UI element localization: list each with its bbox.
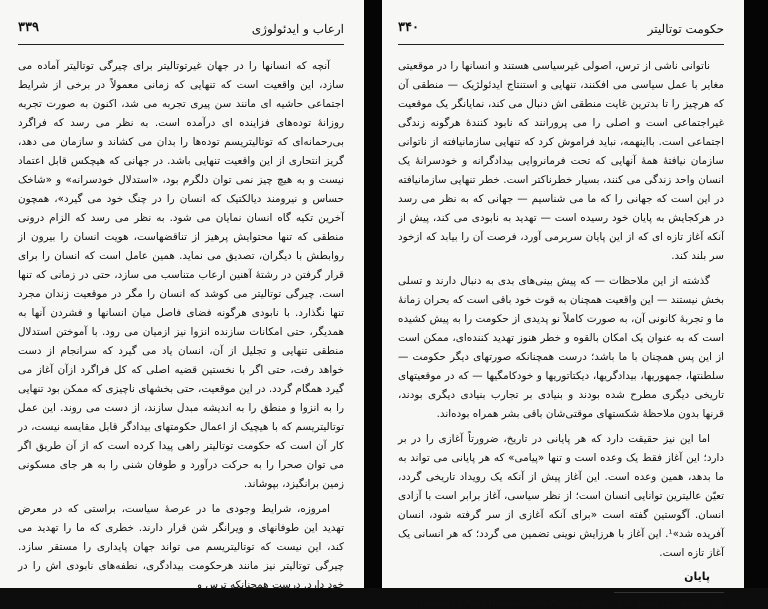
book-gutter	[364, 0, 382, 588]
footnote-divider	[614, 592, 724, 593]
right-edge-background	[744, 0, 768, 588]
right-paragraph-3: اما این نیز حقیقت دارد که هر پایانی در تاریخ، ضرورتاً آغازی را در بر دارد؛ این آغاز فقط یک وعده است و تنها «پیامی» که هر پایانی می تواند به ما بدهد، همین وعده است. این آغاز پیش از آنکه یک رویداد تاریخی گردد، تعیّن عالیترین توانایی انسان است؛ از نظر سیاسی، آغاز برابر است با آزادی انسان. آگوستین گفته است «برای آنکه آغازی از سر گرفته شود، انسان آفریده شد»¹. این آغاز با هرزایش نوینی تضمین می گردد؛ که هر انسانی یک آغاز تازه است.	[398, 433, 725, 559]
left-page-number: ۳۳۹	[18, 20, 39, 35]
left-body-text	[18, 57, 344, 595]
right-page-header	[398, 14, 724, 45]
left-page-header	[18, 14, 344, 45]
footnote: 1- Initium Ut Esset Homo Creatus Est, De Civitate, Die, Book 12, Chapter 20.	[409, 599, 724, 608]
right-paragraph-2: گذشته از این ملاحظات — که پیش بینی‌های بدی به دنبال دارند و تسلی بخش نیستند — این واقعیت همچنان به قوت خود باقی است که بحران زمانهٔ ما و تجربهٔ کانونی آن، به صورت کاملاً نو پدیدی از حکومت را به پیش کشیده است که به عنوان یک امکان بالقوه و خطر هنوز تهدید کننده‌ای، ممکن است از این پس همچنان با ما باشد؛ درست همچنانکه صورتهای دیگر حکومت — سلطنتها، جمهوریها، بیدادگریها، دیکتاتوریها و خودکامگیها — که در موقعیتهای تاریخی دیگری مطرح شده بودند و بنیادی بر تجارب بنیادی دیگری بودند، قرنها بدون ملاحظهٔ شکستهای موقتی‌شان باقی بشر همراه بوده‌اند.	[398, 275, 724, 420]
right-running-title: حکومت توتالیتر	[647, 22, 724, 36]
left-page	[0, 0, 364, 591]
left-running-title: ارعاب و ایدئولوژی	[251, 22, 344, 36]
end-marker: پایان	[684, 570, 710, 583]
right-body-text	[398, 57, 724, 609]
left-paragraph-1: آنچه که انسانها را در جهان غیرتوتالیتر برای چیرگی توتالیتر آماده می سازد، این واقعیت است که تنهایی که زمانی معمولاً در برخی از شرایط اجتماعی حاشیه ای مانند سن پیری تجربه می شد، اکنون به صورت تجربه روزانهٔ توده‌های فزاینده ای درآمده است. به نظر می رسد که فراگرد بی‌رحمانه‌ای که توتالیتریسم توده‌ها را بدان می کشاند و سازمان می دهد، گریز انتحاری از این واقعیت تنهایی باشد. در جهانی که هیچکس قابل اعتماد نیست و به هیچ چیز نمی توان دلگرم بود، «استدلال خودسرانه» و «شاخک حساس و نیرومند دیالکتیک که انسان را در چنگ خود می گیرد»، همچون آخرین تکیه گاه انسان نمایان می شود. به نظر می رسد که الزام درونی منطقی که تنها محتوایش پرهیز از تناقضهاست، هویت انسان را بیرون از روابطش با دیگران، تصدیق می نماید. همین عامل است که انسان را برای قرار گرفتن در رشتهٔ آهنین ارعاب متناسب می سازد، حتی در زمانی که تنها است. چیرگی توتالیتر می کوشد که انسان را مگر در موقعیت زندان مجرد تنها نگذارد. با نابودی هرگونه فضای فاصل میان انسانها و فشردن آنها به همدیگر، حتی امکانات سازنده انزوا نیز ازمیان می رود. با آموختن استدلال منطقی تنهایی و تجلیل از آن، انسان یاد می گیرد که سرانجام از دست خواهد رفت، حتی اگر با نخستین قضیه اصلی که کل فراگرد ازآن آغاز می گیرد همگام گردد. در این موقعیت، حتی بخشهای ناچیزی که ممکن بود تنهایی را به انزوا و منطق را به اندیشه مبدل سازند، از دست می روند. این عمل توتالیتریسم که با هیچیک از اعمال حکومتهای بیدادگر قابل مقایسه نیست، در کار آن است که حکومت توتالیتر راهی پیدا کرده است که از آن طریق اگر می توان صحرا را به حرکت درآورد و طوفان شنی را به هر جای مسکونی زمین برانگیزد، بپوشاند.	[18, 60, 344, 490]
right-page	[382, 0, 744, 608]
right-paragraph-1: ناتوانی ناشی از ترس، اصولی غیرسیاسی هستند و انسانها را در موقعیتی مغایر با عمل سیاسی می افکنند، تنهایی و استنتاج ایدئولژیک — منطقی آن که هرچیز را تا بدترین غایت منطقی اش دنبال می کند، نمایانگر یک موقعیت غیراجتماعی است و اصلی را می پرورانند که نابود کنندهٔ هرگونه زندگی اجتماعی است. بااینهمه، نباید فراموش کرد که تنهایی سازمانیافته از ناتوانی سازمان نیافتهٔ همهٔ آنهایی که تحت فرمانروایی بیدادگرانه و خودسرانهٔ یک انسان واحد زندگی می کنند، بسیار خطرناکتر است. خطر تنهایی سازمانیافته در این است که جهانی را که ما می شناسیم — جهانی که به نظر می رسد در هرکجایش به پایان خود رسیده است — تهدید به نابودی می کند، پیش از آنکه آغاز تازه ای که از این پایان سربرمی آورد، فرصت آن را بیابد که ازخود سر بلند کند.	[398, 60, 724, 262]
right-page-number: ۳۴۰	[398, 20, 419, 35]
left-paragraph-2: امروزه، شرایط وجودی ما در عرصهٔ سیاست، براستی که در معرض تهدید این طوفانهای و ویرانگر شن قرار دارند. خطری که ما را تهدید می کند، این نیست که توتالیتریسم می تواند جهان پایداری را مستقر سازد. چیرگی توتالیتر نیز مانند هرحکومت بیدادگری، نطفه‌های نابودی اش را در خود دارد. درست همچنانکه ترس و	[18, 503, 344, 591]
